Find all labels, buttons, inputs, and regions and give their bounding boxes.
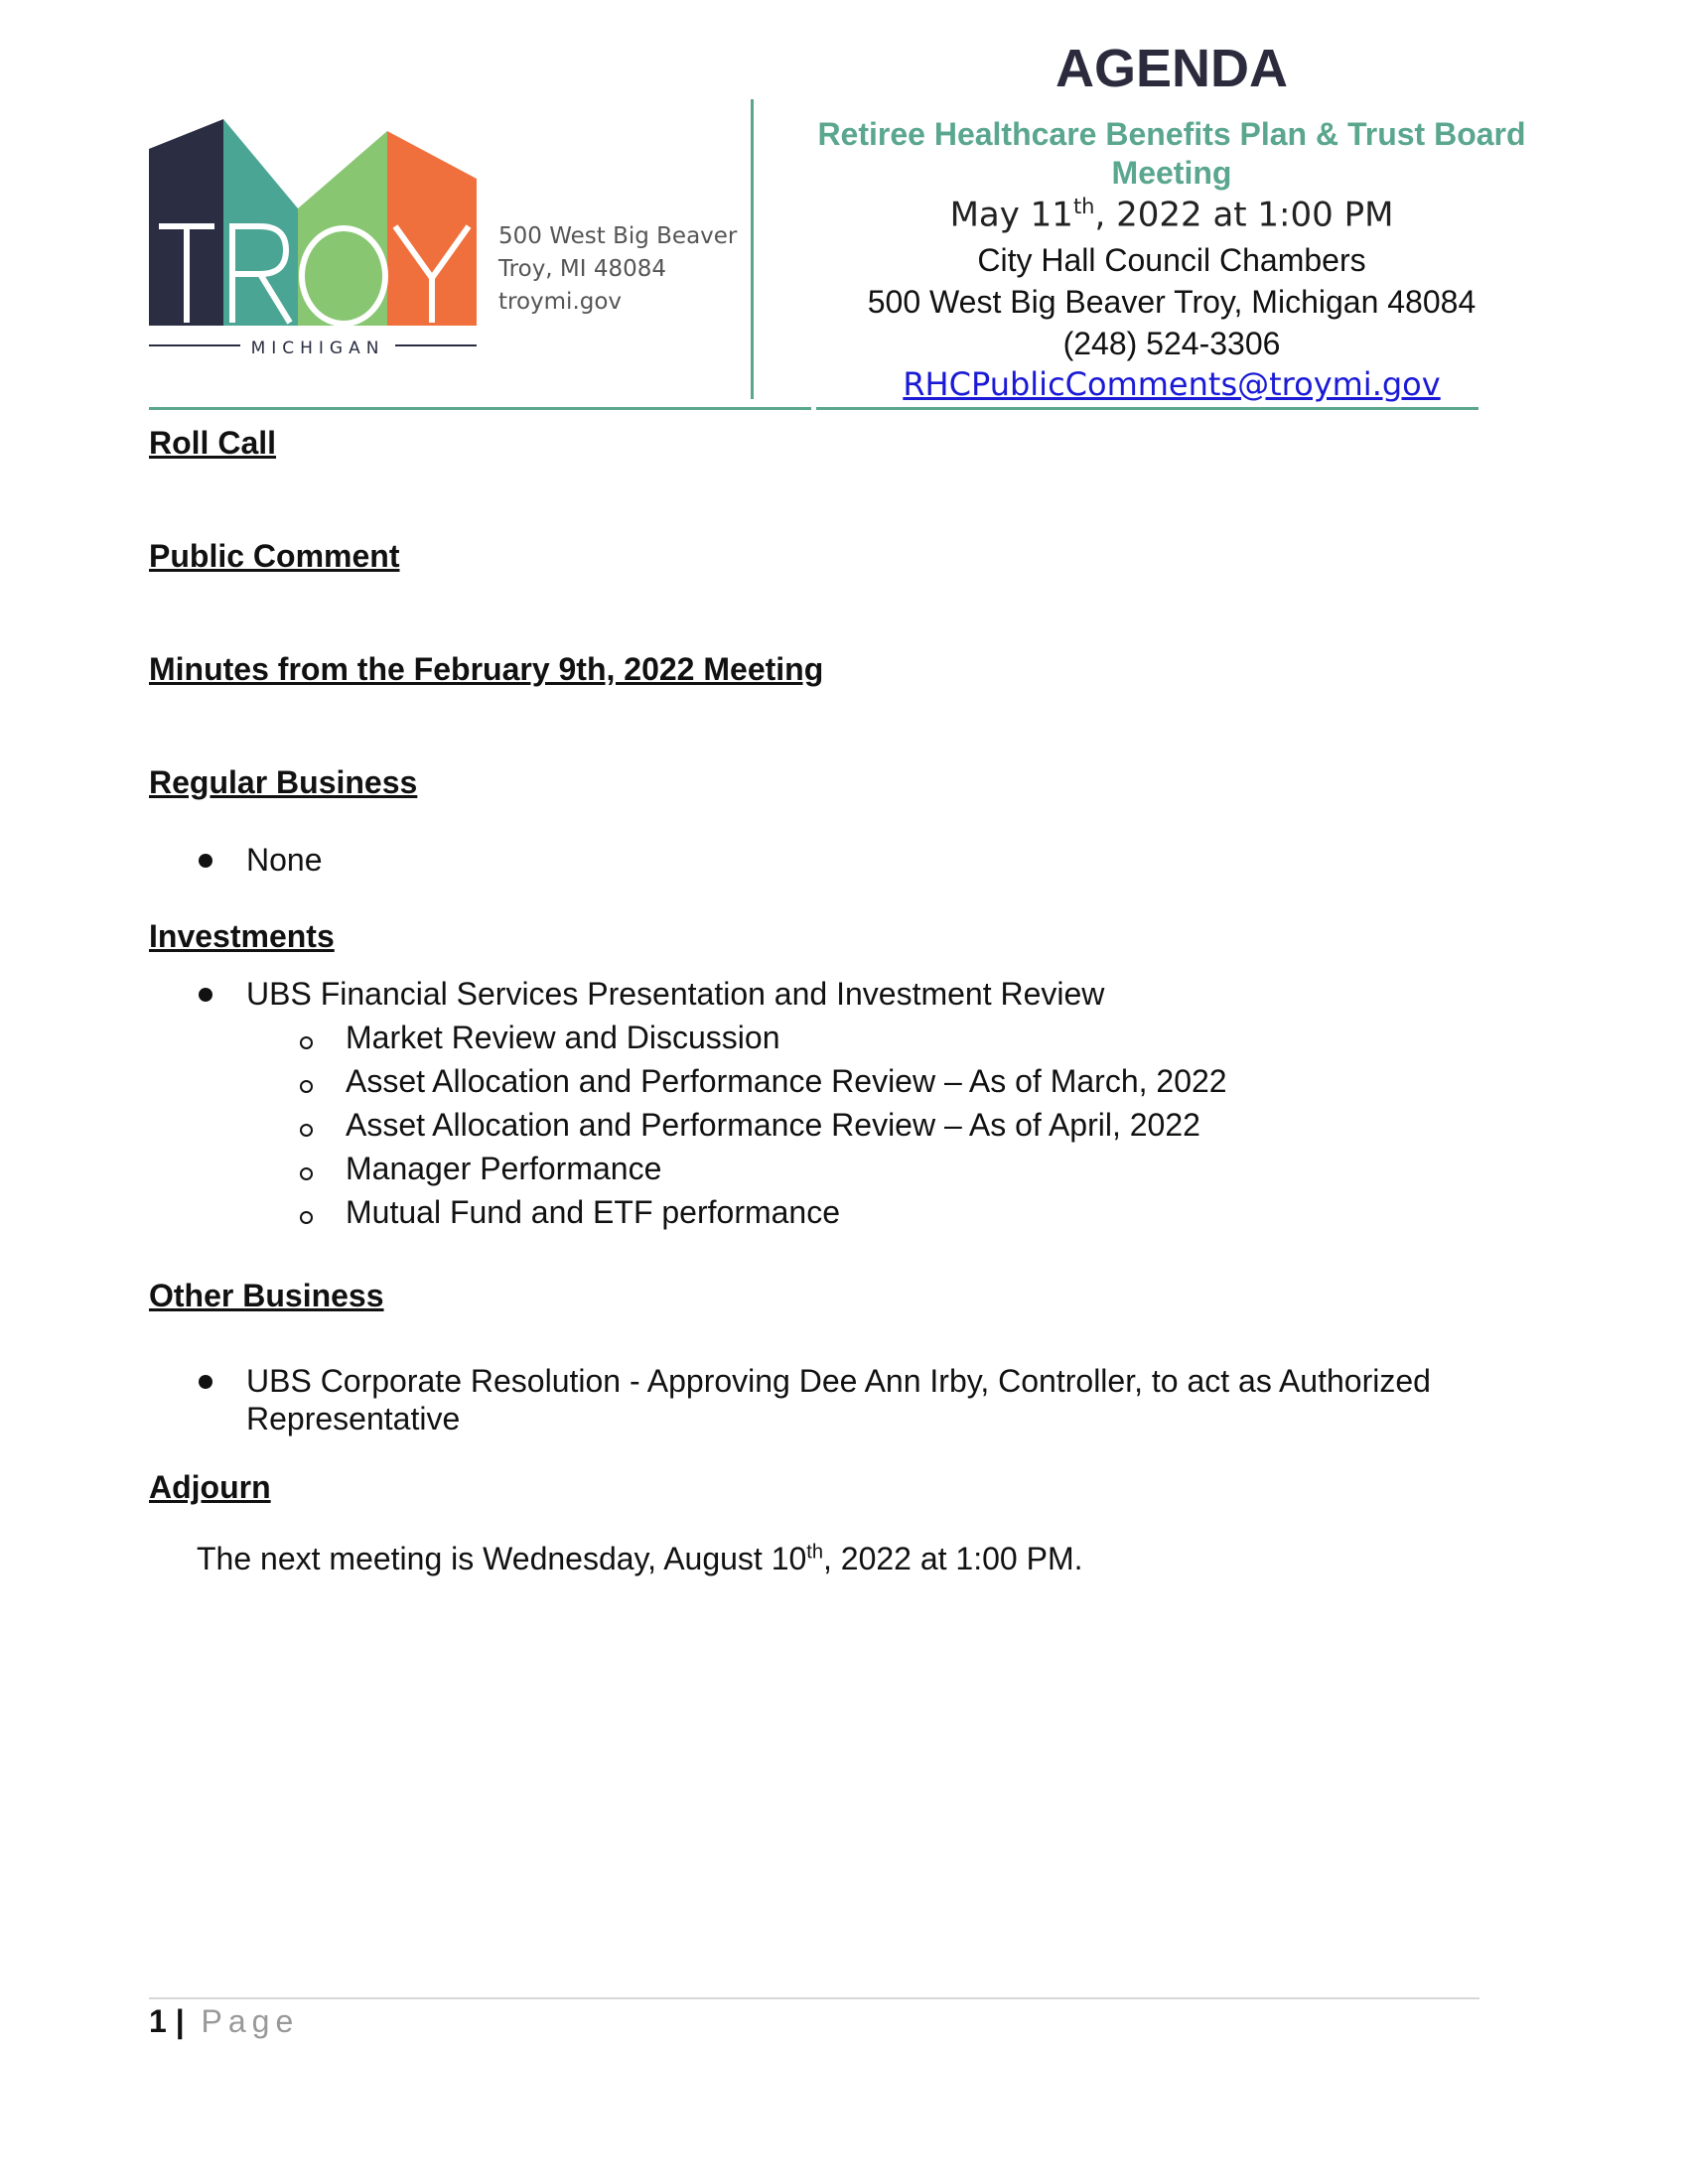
section-regular-business: Regular Business xyxy=(149,764,418,800)
circle-bullet-icon xyxy=(300,1080,313,1093)
investments-item: UBS Financial Services Presentation and Investment Review xyxy=(246,976,1105,1012)
agenda-title: AGENDA xyxy=(1055,39,1288,98)
circle-bullet-icon xyxy=(300,1124,313,1137)
next-meeting-rest: , 2022 at 1:00 PM. xyxy=(822,1541,1083,1576)
meeting-date xyxy=(765,195,1579,234)
circle-bullet-icon xyxy=(300,1036,313,1049)
circle-bullet-icon xyxy=(300,1167,313,1180)
meeting-date-ordinal: th xyxy=(1072,195,1095,218)
venue: City Hall Council Chambers xyxy=(977,242,1366,278)
logo-state-text: MICHIGAN xyxy=(250,339,385,357)
plan-name xyxy=(765,115,1579,193)
logo-address-line1: 500 West Big Beaver xyxy=(498,223,738,249)
header-vertical-divider xyxy=(751,99,754,399)
section-minutes: Minutes from the February 9th, 2022 Meeting xyxy=(149,651,824,687)
page-footer xyxy=(149,2003,299,2040)
section-other-business: Other Business xyxy=(149,1278,384,1313)
other-business-item-line2: Representative xyxy=(246,1401,461,1436)
header-rule-left xyxy=(149,407,811,410)
logo-address xyxy=(498,220,737,319)
investments-subitem: Asset Allocation and Performance Review – As of March, 2022 xyxy=(346,1063,1227,1099)
section-roll-call: Roll Call xyxy=(149,425,277,461)
next-meeting-prefix: The next meeting is Wednesday, August 10 xyxy=(197,1541,807,1576)
section-adjourn: Adjourn xyxy=(149,1469,271,1505)
page-separator: | xyxy=(175,2003,185,2039)
circle-bullet-icon xyxy=(300,1211,313,1224)
next-meeting-ordinal: th xyxy=(806,1541,823,1564)
investments-subitem: Market Review and Discussion xyxy=(346,1020,780,1055)
email-container xyxy=(765,365,1579,403)
public-comments-email-link[interactable]: RHCPublicComments@troymi.gov xyxy=(903,365,1441,403)
bullet-icon xyxy=(199,1375,212,1389)
phone-number: (248) 524-3306 xyxy=(1062,326,1281,361)
other-business-item-line1: UBS Corporate Resolution - Approving Dee Ann Irby, Controller, to act as Authorized xyxy=(246,1363,1431,1399)
logo-address-line2: Troy, MI 48084 xyxy=(498,256,667,282)
investments-subitem: Manager Performance xyxy=(346,1151,662,1186)
troy-logo xyxy=(149,119,477,357)
page-number: 1 xyxy=(149,2003,167,2039)
page-label: Page xyxy=(201,2003,300,2039)
section-investments: Investments xyxy=(149,918,335,954)
next-meeting-text xyxy=(197,1541,1082,1577)
street-address: 500 West Big Beaver Troy, Michigan 48084 xyxy=(867,284,1477,320)
section-public-comment: Public Comment xyxy=(149,538,400,574)
plan-name-line2: Meeting xyxy=(1111,155,1232,191)
regular-business-item: None xyxy=(246,842,323,878)
bullet-icon xyxy=(199,854,212,868)
investments-subitem: Asset Allocation and Performance Review – As of April, 2022 xyxy=(346,1107,1200,1143)
header-rule-right xyxy=(816,407,1478,410)
plan-name-line1: Retiree Healthcare Benefits Plan & Trust Board xyxy=(817,116,1526,152)
bullet-icon xyxy=(199,988,212,1002)
meeting-date-rest: , 2022 at 1:00 PM xyxy=(1094,195,1394,235)
investments-subitem: Mutual Fund and ETF performance xyxy=(346,1194,841,1230)
footer-rule xyxy=(149,1997,1479,1999)
meeting-date-prefix: May 11 xyxy=(949,195,1073,235)
logo-website: troymi.gov xyxy=(498,289,623,315)
